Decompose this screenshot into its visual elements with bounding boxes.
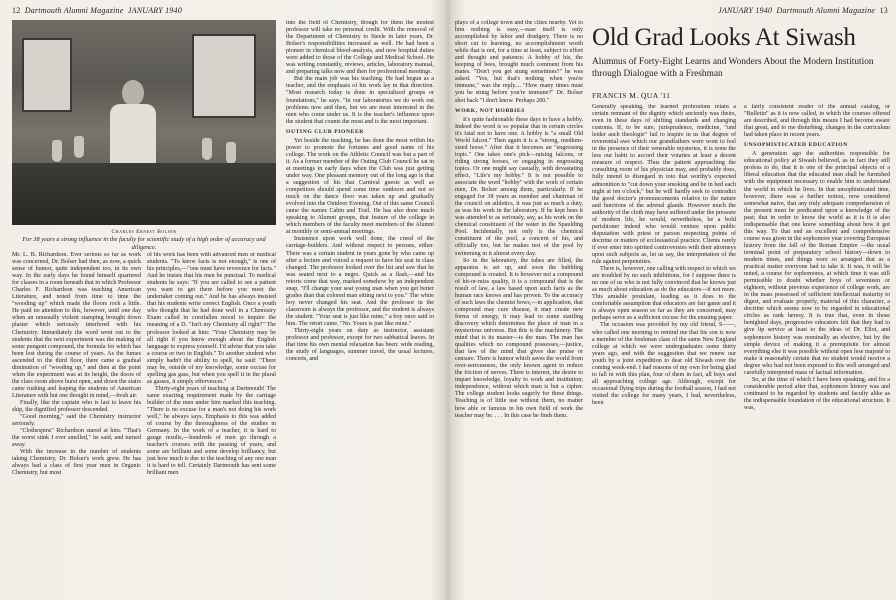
right-running-head bbox=[718, 6, 888, 15]
paragraph: The occasion was provided by my old friend, S——, who called one morning to remind me that his son is now a member of the freshman class of the same New England college at which we were undergraduates some thirty years ago, and with the suggestion that we renew our youth by a joint expedition to dear old Siwash over the coming week-end. I had reasons of my own for being glad to fall in with this plan, four of them in fact, all boys and all approaching college age. Although, except for occasional flying trips during the football season, I had not visited the college for many years, I had, nevertheless, been bbox=[592, 322, 736, 406]
paragraph: It's quite fashionable these days to have a hobby. Indeed the word is so popular that in certain circles it's fatal not to have one. A hobby is "a small Old World falcon." Then again it is a "strong, medium-sized horse." After that it becomes an "engrossing topic." One takes one's pick—raising falcons, or riding strong horses, or engaging in engrossing topics. Or one might say casually, with devastating effect, "Life's my hobby." It is not possible to associate the word "hobby" with the work of certain men, Dr. Bolser among them, particularly. If he engaged for 38 years as member and chairman of the council on athletics, it was just as much a duty, as was his work in the laboratory. If he kept bees it was attended to as seriously, say, as his work on the chemical constituent of the water in the Spaulding Pool. Incidentally, not only is the chemical constituent of the pool, a concern of his, and officially too, but he makes test of the pool by swimming in it almost every day. bbox=[455, 116, 583, 257]
left-page bbox=[0, 0, 447, 600]
right-page-number: 13 bbox=[879, 6, 888, 15]
article-author: FRANCIS M. QUA '11 bbox=[592, 91, 671, 100]
paragraph: of his work has been with advanced men or medical students. "To know facts is not enough," is one of his principles,—"one must have reverence for facts." And he insists that his men be punctual. To medical students he says: "If you are called to see a patient you want to get there before you meet the undertaker coming out." And he has always insisted that his students write correct English. Once a youth who thought that he had done well in a Chemistry Exam called in crestfallen mood to inquire the meaning of a D. "Isn't my Chemistry all right?" The professor looked at him: "Your Chemistry may be all right if you know enough about the English language to express yourself. I'd advise that you take a course or two in English." To another student who simply hadn't the ability to spell, he said: "There may be, outside of my knowledge, some excuse for spelling gas gass, but when you spell it in the plural as gasses, it simply effervesces." bbox=[147, 252, 276, 385]
paragraph: So, at the time of which I have been speaking, and for a considerable period after that, sophomore history was and continued to be regarded by students and faculty alike as the indispensable foundation of the educational structure. It was, bbox=[744, 376, 890, 411]
photo-caption: For 38 years a strong influence in the faculty for scientific study of a high order of accuracy and diligence. bbox=[22, 236, 266, 251]
paragraph: Finally, like the captain who is last to leave his ship, the dignified professor descended. bbox=[12, 399, 141, 414]
paragraph: A generation ago the authorities responsible for educational policy at Siwash believed, as in fact they still profess to do, that it is one of the principal objects of a liberal education that the educated man shall be furnished with the equipment necessary to enable him to understand the world in which he lives. In that unsophisticated time, however, there was a further notion, now considered somewhat naive, that any truly adequate comprehension of the present must be predicated upon a knowledge of the past; that in order to know the world as it is it is also indispensable that one know something about how it got this way. To that end an excellent and comprehensive course was given in the sophomore year covering European history from the fall of the Roman Empire —the usual terminal point of preparatory school history—down to modern times, and things were so arranged that as a practical matter everyone had to take it. It was, it will be noted, a course for sophomores, at which time it was still permissible to doubt whether boys of seventeen or eighteen, without previous experience of college work, are in the mass possessed of sufficient intellectual maturity to digest, and evaluate properly, material of this character, a doctrine which seems now to be regarded in educational circles as rank heresy. It is true that, even in those benighted days, progressive educators felt that they had to give lip service at least to the ideas of Dr. Eliot, and sophomore history was nominally an elective, but by the simple device of making it a prerequisite for almost everything else it was possible without open lese majesté to make it reasonably certain that no student would receive a degree who had not been exposed to this well arranged and carefully interpreted mass of factual information. bbox=[744, 151, 890, 376]
left-magazine-name: Dartmouth Alumni Magazine bbox=[24, 6, 124, 15]
paragraph: Yet beside the teaching, he has done the most within his power to promote the fortunes and good name of his college. The work on the Athletic Council was but a part of it. As a former member of the Outing Club Council he sat in at meetings in early days when the Club was just getting under way. One pleasant memory out of the long ago is that a suggestion of his that Carnival guests as well as competitors should spend some time outdoors and not so much on the dance floor was taken up and gradually evolved into the Outdoor Evening. Out of this same Council came the names Cabin and Trail. He has also done much speaking to Alumni groups, that feature of the college in which members of the faculty meet members of the Alumni at monthly or semi-annual meetings. bbox=[286, 137, 434, 236]
paragraph: Generally speaking, the learned professions retain a certain remnant of the dignity which anciently was theirs, even in these days of shifting standards and changing customs. If, to be sure, jurisprudence, medicine, "und leider auch theologie" fail to inspire in us that degree of reverential awe which our grandfathers were wont to feel in the presence of their venerable mysteries, it is none the less our habit to accord their votaries at least a decent measure of respect. Thus the patient approaching the consulting room of his physician may, and probably does, fully intend to disregard in toto that worthy's expected admonition to "cut down your smoking and be in bed each night at ten o'clock," but he will hardly seek to contradict the good doctor's pronouncements relative to the nature and functions of the adrenal glands. However much the authority of the cloth may have suffered under the pressure of modern life, he would, nevertheless, be a bold parishioner indeed who would venture upon public disputation with priest or parson respecting points of doctrine or matters of ecclesiastical practice. Clients rarely if ever enter into spirited controversies with their attorneys upon such subjects as, let us say, the interpretation of the rule against perpetuities. bbox=[592, 104, 736, 266]
right-column-1 bbox=[592, 104, 736, 598]
left-column-1 bbox=[12, 252, 141, 598]
right-column-0 bbox=[455, 20, 583, 598]
article-title: Old Grad Looks At Siwash bbox=[592, 24, 856, 51]
left-column-2 bbox=[147, 252, 276, 598]
left-page-number: 12 bbox=[12, 6, 21, 15]
paragraph: Mr. L. B. Richardson. Ever serious so far as work was concerned, Dr. Bolser had then, as now, a quick sense of humor, quite independent too, in its own way. In the early days he found himself quartered for classes in a room beneath that in which Professor Charles F. Richardson was teaching American Literature, and noted from time to time the "wooding up" which made the floors rock a little. He paid no attention to this, however, until one day when an unusually violent stamping brought down plaster which seriously interfered with his Chemistry. Immediately the word went out to the students that the next experiment was the making of some pungent compound, the formula for which has been lost during the course of years. As the fumes ascended to the third floor, there came a gradual diminution of "wooding up," and then at the point when the experiment was at its height, the doors of the class room above burst open, and down the stairs came rushing and leaping the students of American Literature with but one thought in mind,—fresh air. bbox=[12, 252, 141, 399]
right-column-2 bbox=[744, 104, 890, 598]
right-page bbox=[449, 0, 896, 600]
section-heading: UNSOPHISTICATED EDUCATION bbox=[744, 142, 848, 149]
paragraph: Thirty-eight years of teaching at Dartmouth! The same exacting requirement made by the carriage builder of the men under him marked this teaching. "There is no excuse for a man's not doing his work well," he always says. Emphasis to this was added of course by the thoroughness of the studies in Germany. In the work of a teacher, it is hard to gauge results,—hundreds of men go through a teacher's courses with the passing of years, and some are brilliant and some develop brilliancy, but just how much is due to the teaching of any one man it is hard to tell. Certainly Dartmouth has sent some brilliant men bbox=[147, 385, 276, 477]
paragraph: "Good morning," said the Chemistry instructor seriously. bbox=[12, 414, 141, 428]
paragraph: But the main job was his teaching. He had begun as a teacher, and the emphasis of his work lay in that direction. "Most research today is done in specialized groups or foundations," he says. "In our laboratories we do work out problems now and then, but we are most interested in the men who come under us. It is the teacher's influence upon the student that counts the most and is the most important. bbox=[286, 76, 434, 125]
portrait-photo bbox=[12, 20, 276, 225]
right-magazine-name: Dartmouth Alumni Magazine bbox=[776, 6, 876, 15]
article-subtitle: Alumnus of Forty-Eight Learns and Wonders About the Modern Institution through Dialogue with a Freshman bbox=[592, 57, 874, 79]
paragraph: Insistence upon work well done, the creed of the carriage-builders. And without respect to persons, either. There was a certain student in years gone by who came up after a lecture and voiced a request to have his seat in class changed. The professor looked over the list and saw that he was seated next to a negro. Quick as a flash,—and his retorts come that way, marked somehow by an independent snap, "I'll change your seat young man when you get better grades than that colored man sitting next to you." The white boy never changed his seat. And the professor in the classroom is always the professor, and the student is always the student. "Your seat is just like mine," a boy once said to him. The retort came. "No. Yours is just like mine." bbox=[286, 236, 434, 327]
photo-caption-name: Charles Ernest Bolser bbox=[111, 229, 177, 235]
paragraph: There is, however, one calling with respect to which we are troubled by no such inhibitions, for I suppose there is no one of us who is not fully convinced that he knows just as much about education as do the educators—if not more. This amiable postulate, leading as it does to the comfortable assumption that educators are fair game and it is always open season so far as they are concerned, may perhaps serve as a sufficient excuse for the ensuing paper. bbox=[592, 266, 736, 322]
left-column-3 bbox=[286, 20, 434, 598]
paragraph: a fairly consistent reader of the annual catalog, or "Bulletin" as it is now called, in which the courses offered are described, and through this means I had become aware that great, and to me disturbing, changes in the curriculum had taken place in recent years. bbox=[744, 104, 890, 139]
section-heading: OUTING CLUB PIONEER bbox=[286, 128, 364, 135]
left-running-head bbox=[12, 6, 182, 15]
left-issue-date: JANUARY 1940 bbox=[127, 6, 182, 15]
paragraph: Thirty-eight years on duty as instructor, assistant professor and professor, except for two sabbatical leaves. In that time his own mental relaxation has been: wide reading, the study of languages, summer travel, the usual lectures, concerts, and bbox=[286, 328, 434, 363]
right-issue-date: JANUARY 1940 bbox=[718, 6, 773, 15]
paragraph: "Clothespins" Richardson stared at him. "That's the worst stink I ever smelled," he said, and turned away. bbox=[12, 428, 141, 449]
paragraph: into the field of Chemistry, though for them the modest professor will take no personal credit. With the removal of the Department of Chemistry to Steele in later years, Dr. Bolser's responsibilities increased as well. He had been a pioneer in chemical blood-analysis, and now hospital duties were added to those of the College and Medical School. He was writing constantly, reviews, articles, laboratory manual, and preparing talks now and then for professional meetings. bbox=[286, 20, 434, 76]
paragraph: So in the laboratory, the tubes are filled, the apparatus is set up, and soon the bubbling compound is created. It is however not a compound of hit-or-miss quality, it is a compound that is the result of law, a law based upon such facts as the human race knows and has proven. To the accuracy of such laws the chemist bows,—in application, that compound may cure disease, it may create new forms of energy, it may lead to some startling discovery which determines the place of man in a mysterious universe. But this is the machinery. The mind that is its master—is the man. The man has qualities which no compound possesses,—justice, that law of the mind that gives due praise or censure. There is humor which saves the world from over-seriousness, the only known agent to reduce the friction of nerves. There is interest, the desire to impart knowledge, loyalty to work and institution; independence, without which man is but a cipher. The college student looks eagerly for these things. Teaching is of little use without them, no matter how able or famous in his own field of work the teacher may be. . . . In this case he finds them. bbox=[455, 257, 583, 419]
paragraph: plays of a college town and the cities nearby. Yet to him nothing is easy,—ease itself is only accomplished by labor and drudgery. There is no short cut to learning, no accomplishment worth while that is not, for a time at least, subject to effort and thought and patience. A hobby of his, the keeping of bees, brought much comment from his mates. "Don't you get stung sometimes?" he was asked. "Yes, but that's nothing when you're immune," was the reply.... "How many times must you be stung before you're immune?" Dr. Bolser shot back "I don't know. Perhaps 200." bbox=[455, 20, 583, 104]
paragraph: With the increase in the number of students taking Chemistry, Dr. Bolser's work grew. He has always had a class of first year men in Organic Chemistry, but most bbox=[12, 449, 141, 477]
section-heading: WORK, NOT HOBBIES bbox=[455, 107, 525, 114]
